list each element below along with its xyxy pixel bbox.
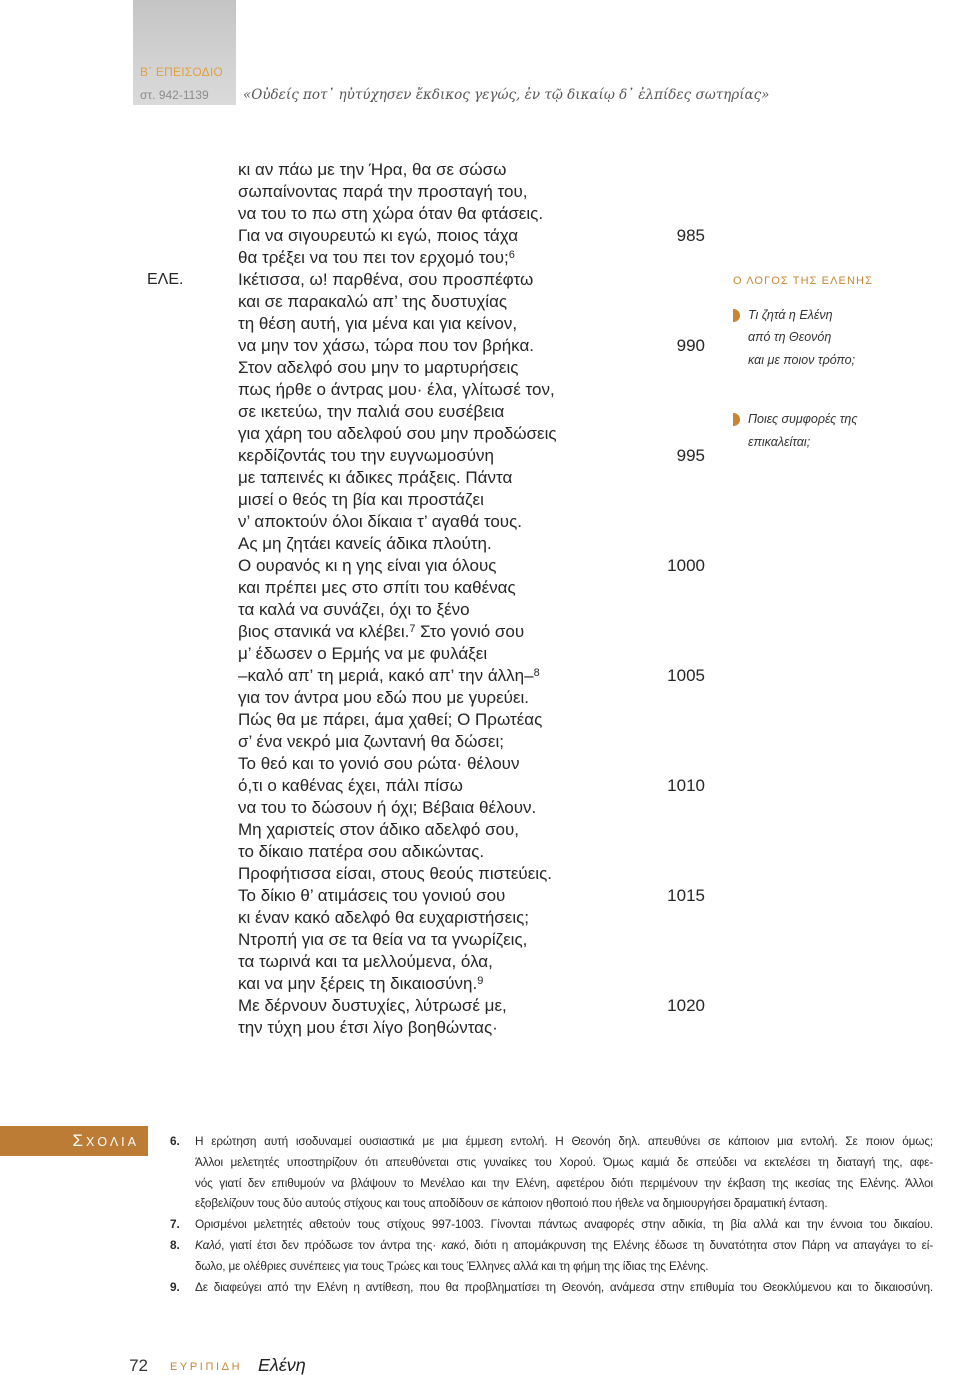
verse-text: θα τρέξει να του πει τον ερχομό του; — [238, 248, 509, 267]
verse-line — [238, 797, 705, 819]
verse-line — [238, 225, 705, 247]
note-number: 9. — [170, 1279, 180, 1294]
verse-line — [238, 401, 705, 423]
verse-line — [238, 423, 705, 445]
verse-text: για χάρη του αδελφού σου μην προδώσεις — [238, 424, 557, 443]
verse-line — [238, 181, 705, 203]
verse-text: κι αν πάω με την Ήρα, θα σε σώσω — [238, 160, 507, 179]
verse-line — [238, 753, 705, 775]
verse-line — [238, 467, 705, 489]
sidebar-question — [733, 304, 933, 372]
verse-line — [238, 973, 705, 995]
verse-text: με ταπεινές κι άδικες πράξεις. Πάντα — [238, 468, 513, 487]
verse-text: τα καλά να συνάζει, όχι το ξένο — [238, 600, 470, 619]
speaker-label: ΕΛΕ. — [147, 271, 184, 288]
verse-text: Ντροπή για σε τα θεία να τα γνωρίζεις, — [238, 930, 528, 949]
verse-line — [238, 489, 705, 511]
note-line — [195, 1256, 933, 1277]
note-text: νός γιατί δεν επιθυμούν να βλάψουν το Μενέλαο και την Ελένη, αφετέρου διότι περιμένουν την έκβαση της ικεσίας της Ελένης. Άλλοι — [195, 1175, 933, 1190]
sidebar-heading: Ο ΛΟΓΟΣ ΤΗΣ ΕΛΕΝΗΣ — [733, 275, 873, 287]
episode-header-box — [133, 0, 236, 105]
verse-text: κερδίζοντάς του την ευγνωμοσύνη — [238, 446, 495, 465]
notes-title-tab — [0, 1126, 148, 1156]
note-reference: 6 — [508, 248, 515, 261]
question-line: από τη Θεονόη — [748, 330, 832, 345]
verse-text: κι έναν κακό αδελφό θα ευχαριστήσεις; — [238, 908, 530, 927]
verse-text: και σε παρακαλώ απ’ της δυστυχίας — [238, 292, 508, 311]
verse-line — [238, 577, 705, 599]
line-number: 1010 — [667, 776, 705, 795]
note-reference: 7 — [409, 622, 416, 635]
verse-text: μ’ έδωσεν ο Ερμής να με φυλάξει — [238, 644, 488, 663]
note-text: Ορισμένοι μελετητές αθετούν τους στίχους 997-1003. Γίνονται πάντως αναφορές στην αδικία, τη βία αλλά και την έννοια του δικαίου. — [195, 1217, 933, 1232]
verse-line — [147, 269, 705, 291]
verse-text: Πώς θα με πάρει, άμα χαθεί; Ο Πρωτέας — [238, 710, 543, 729]
verse-line — [238, 643, 705, 665]
line-number: 1005 — [667, 666, 705, 685]
note-text: , διότι η απομάκρυνση της Ελένης έδωσε τη δυνατότητα στον Πάρη να απαγάγει το εί- — [465, 1237, 933, 1252]
verse-line — [238, 511, 705, 533]
verse-line — [238, 291, 705, 313]
note-line — [195, 1214, 933, 1235]
verse-text: σωπαίνοντας παρά την προσταγή του, — [238, 182, 528, 201]
note-item — [170, 1235, 933, 1277]
question-line: Τι ζητά η Ελένη — [748, 307, 833, 322]
question-line: επικαλείται; — [748, 434, 811, 449]
verse-text: βιος στανικά να κλέβει. — [238, 622, 410, 641]
verse-line — [238, 819, 705, 841]
note-item — [170, 1277, 933, 1298]
note-number: 6. — [170, 1134, 180, 1148]
epigraph-quote: «Οὐδείς ποτ᾽ ηὐτύχησεν ἔκδικος γεγώς, ἐν τῷ δικαίῳ δ᾽ ἐλπίδες σωτηρίας» — [243, 87, 770, 103]
verse-text: Ικέτισσα, ω! παρθένα, σου προσπέφτω — [238, 270, 534, 289]
verse-line — [238, 445, 705, 467]
verse-text: τα τωρινά και τα μελλούμενα, όλα, — [238, 952, 493, 971]
verse-line — [238, 665, 705, 687]
note-emphasis: Καλό — [195, 1237, 222, 1252]
verse-text: τη θέση αυτή, για μένα και για κείνον, — [238, 314, 518, 333]
note-line — [195, 1152, 933, 1173]
note-number: 8. — [170, 1237, 180, 1252]
verse-text: μισεί ο θεός τη βία και προστάζει — [238, 490, 484, 509]
verse-text: Με δέρνουν δυστυχίες, λύτρωσέ με, — [238, 996, 507, 1015]
line-number: 985 — [676, 226, 705, 245]
verse-line — [238, 335, 705, 357]
verse-text: το δίκαιο πατέρα σου αδικώντας. — [238, 842, 485, 861]
verse-line — [238, 159, 705, 181]
verse-text: ό,τι ο καθένας έχει, πάλι πίσω — [238, 776, 463, 795]
verse-text: Μη χαριστείς στον άδικο αδελφό σου, — [238, 820, 519, 839]
footer-author: ΕΥΡΙΠΙΔΗ — [170, 1361, 243, 1373]
note-reference: 8 — [533, 666, 540, 679]
note-reference: 9 — [477, 974, 484, 987]
verse-line — [238, 885, 705, 907]
verse-text: Το θεό και το γονιό σου ρώτα· θέλουν — [238, 754, 520, 773]
half-circle-bullet-icon — [733, 309, 740, 322]
note-text: Η ερώτηση αυτή ισοδυναμεί ουσιαστικά με μια έμμεση εντολή. Η Θεονόη δηλ. απευθύνει σε κάποιον μια εντολή. Σε ποιον όμως; — [195, 1134, 933, 1148]
verse-range: στ. 942-1139 — [140, 88, 209, 102]
note-text: Δε διαφεύγει από την Ελένη η αντίθεση, που θα προβληματίσει τη Θεονόη, ανάμεσα στην επιθυμία του Θεοκλύμενου και το δικαιοσύνη. — [195, 1279, 933, 1294]
page-number: 72 — [129, 1356, 148, 1375]
verse-line — [238, 555, 705, 577]
verse-line — [238, 687, 705, 709]
verse-line — [238, 203, 705, 225]
note-item — [170, 1214, 933, 1235]
line-number: 990 — [676, 336, 705, 355]
verse-line — [238, 731, 705, 753]
note-line — [195, 1173, 933, 1194]
line-number: 1020 — [667, 996, 705, 1015]
half-circle-bullet-icon — [733, 413, 740, 426]
verse-line — [238, 313, 705, 335]
line-number: 995 — [676, 446, 705, 465]
verse-line — [238, 1017, 705, 1039]
verse-line — [238, 533, 705, 555]
note-text: εξοβελίζουν τους δύο αυτούς στίχους και τους αποδίδουν σε κάποιον ηθοποιό που ήθελε να δημιουργήσει δραματική ένταση. — [195, 1196, 828, 1211]
note-line — [195, 1131, 933, 1152]
note-item — [170, 1131, 933, 1214]
note-line — [195, 1235, 933, 1256]
verse-text: σε ικετεύω, την παλιά σου ευσέβεια — [238, 402, 505, 421]
verse-line — [238, 863, 705, 885]
verse-text: σ’ ένα νεκρό μια ζωντανή θα δώσει; — [238, 732, 504, 751]
verse-text: να μην τον χάσω, τώρα που τον βρήκα. — [238, 336, 535, 355]
verse-text: για τον άντρα μου εδώ που με γυρεύει. — [238, 688, 530, 707]
verse-line — [238, 907, 705, 929]
verse-text: ν’ αποκτούν όλοι δίκαια τ’ αγαθά τους. — [238, 512, 522, 531]
verse-line — [238, 929, 705, 951]
verse-text: Ο ουρανός κι η γης είναι για όλους — [238, 556, 497, 575]
footer-work-title: Ελένη — [258, 1355, 306, 1375]
episode-title: Β΄ ΕΠΕΙΣΟΔΙΟ — [140, 65, 223, 79]
note-number: 7. — [170, 1217, 180, 1232]
line-number: 1015 — [667, 886, 705, 905]
verse-block — [147, 159, 705, 1039]
note-text: , γιατί έτσι δεν πρόδωσε τον άντρα της· — [221, 1237, 442, 1252]
verse-line — [238, 775, 705, 797]
verse-text: πως ήρθε ο άντρας μου· έλα, γλίτωσέ τον, — [238, 380, 555, 399]
note-emphasis: κακό — [441, 1237, 466, 1252]
question-line: Ποιες συμφορές της — [748, 412, 858, 426]
verse-line — [238, 709, 705, 731]
note-text: Άλλοι μελετητές υποστηρίζουν ότι απευθύνεται στις γυναίκες του Χορού. Όμως καμιά δε σπεύδει να εκτελέσει τη διαταγή της, αφε- — [195, 1154, 933, 1169]
note-line — [195, 1277, 933, 1298]
verse-text: και πρέπει μες στο σπίτι του καθένας — [238, 578, 516, 597]
verse-text: –καλό απ’ τη μεριά, κακό απ’ την άλλη– — [238, 666, 534, 685]
verse-text: Ας μη ζητάει κανείς άδικα πλούτη. — [238, 534, 492, 553]
verse-line — [238, 995, 705, 1017]
verse-line — [238, 621, 705, 643]
line-number: 1000 — [667, 556, 705, 575]
verse-line — [238, 379, 705, 401]
verse-text: την τύχη μου έτσι λίγο βοηθώντας· — [238, 1018, 498, 1037]
notes-list — [170, 1131, 933, 1297]
verse-line — [238, 247, 705, 269]
verse-line — [238, 357, 705, 379]
verse-text: Προφήτισσα είσαι, στους θεούς πιστεύεις. — [238, 864, 553, 883]
sidebar-question — [733, 408, 933, 453]
verse-text: Το δίκιο θ’ ατιμάσεις του γονιού σου — [238, 886, 506, 905]
verse-text: και να μην ξέρεις τη δικαιοσύνη. — [238, 974, 478, 993]
verse-text: να του το δώσουν ή όχι; Βέβαια θέλουν. — [238, 798, 537, 817]
verse-text: Στον αδελφό σου μην το μαρτυρήσεις — [238, 358, 519, 377]
verse-line — [238, 841, 705, 863]
verse-line — [238, 951, 705, 973]
note-text: δωλο, με ολέθριες συνέπειες για τους Τρώες και τους Έλληνες αλλά και τη φήμη της ίδιας της Ελένης. — [195, 1258, 709, 1273]
verse-text: Για να σιγουρευτώ κι εγώ, ποιος τάχα — [238, 226, 519, 245]
question-line: και με ποιον τρόπο; — [748, 352, 856, 367]
verse-text: να του το πω στη χώρα όταν θα φτάσεις. — [238, 204, 544, 223]
notes-title: ΣΧΟΛΙΑ — [72, 1131, 139, 1150]
verse-text-continued: Στο γονιό σου — [415, 622, 525, 641]
note-line — [195, 1193, 933, 1214]
verse-line — [238, 599, 705, 621]
